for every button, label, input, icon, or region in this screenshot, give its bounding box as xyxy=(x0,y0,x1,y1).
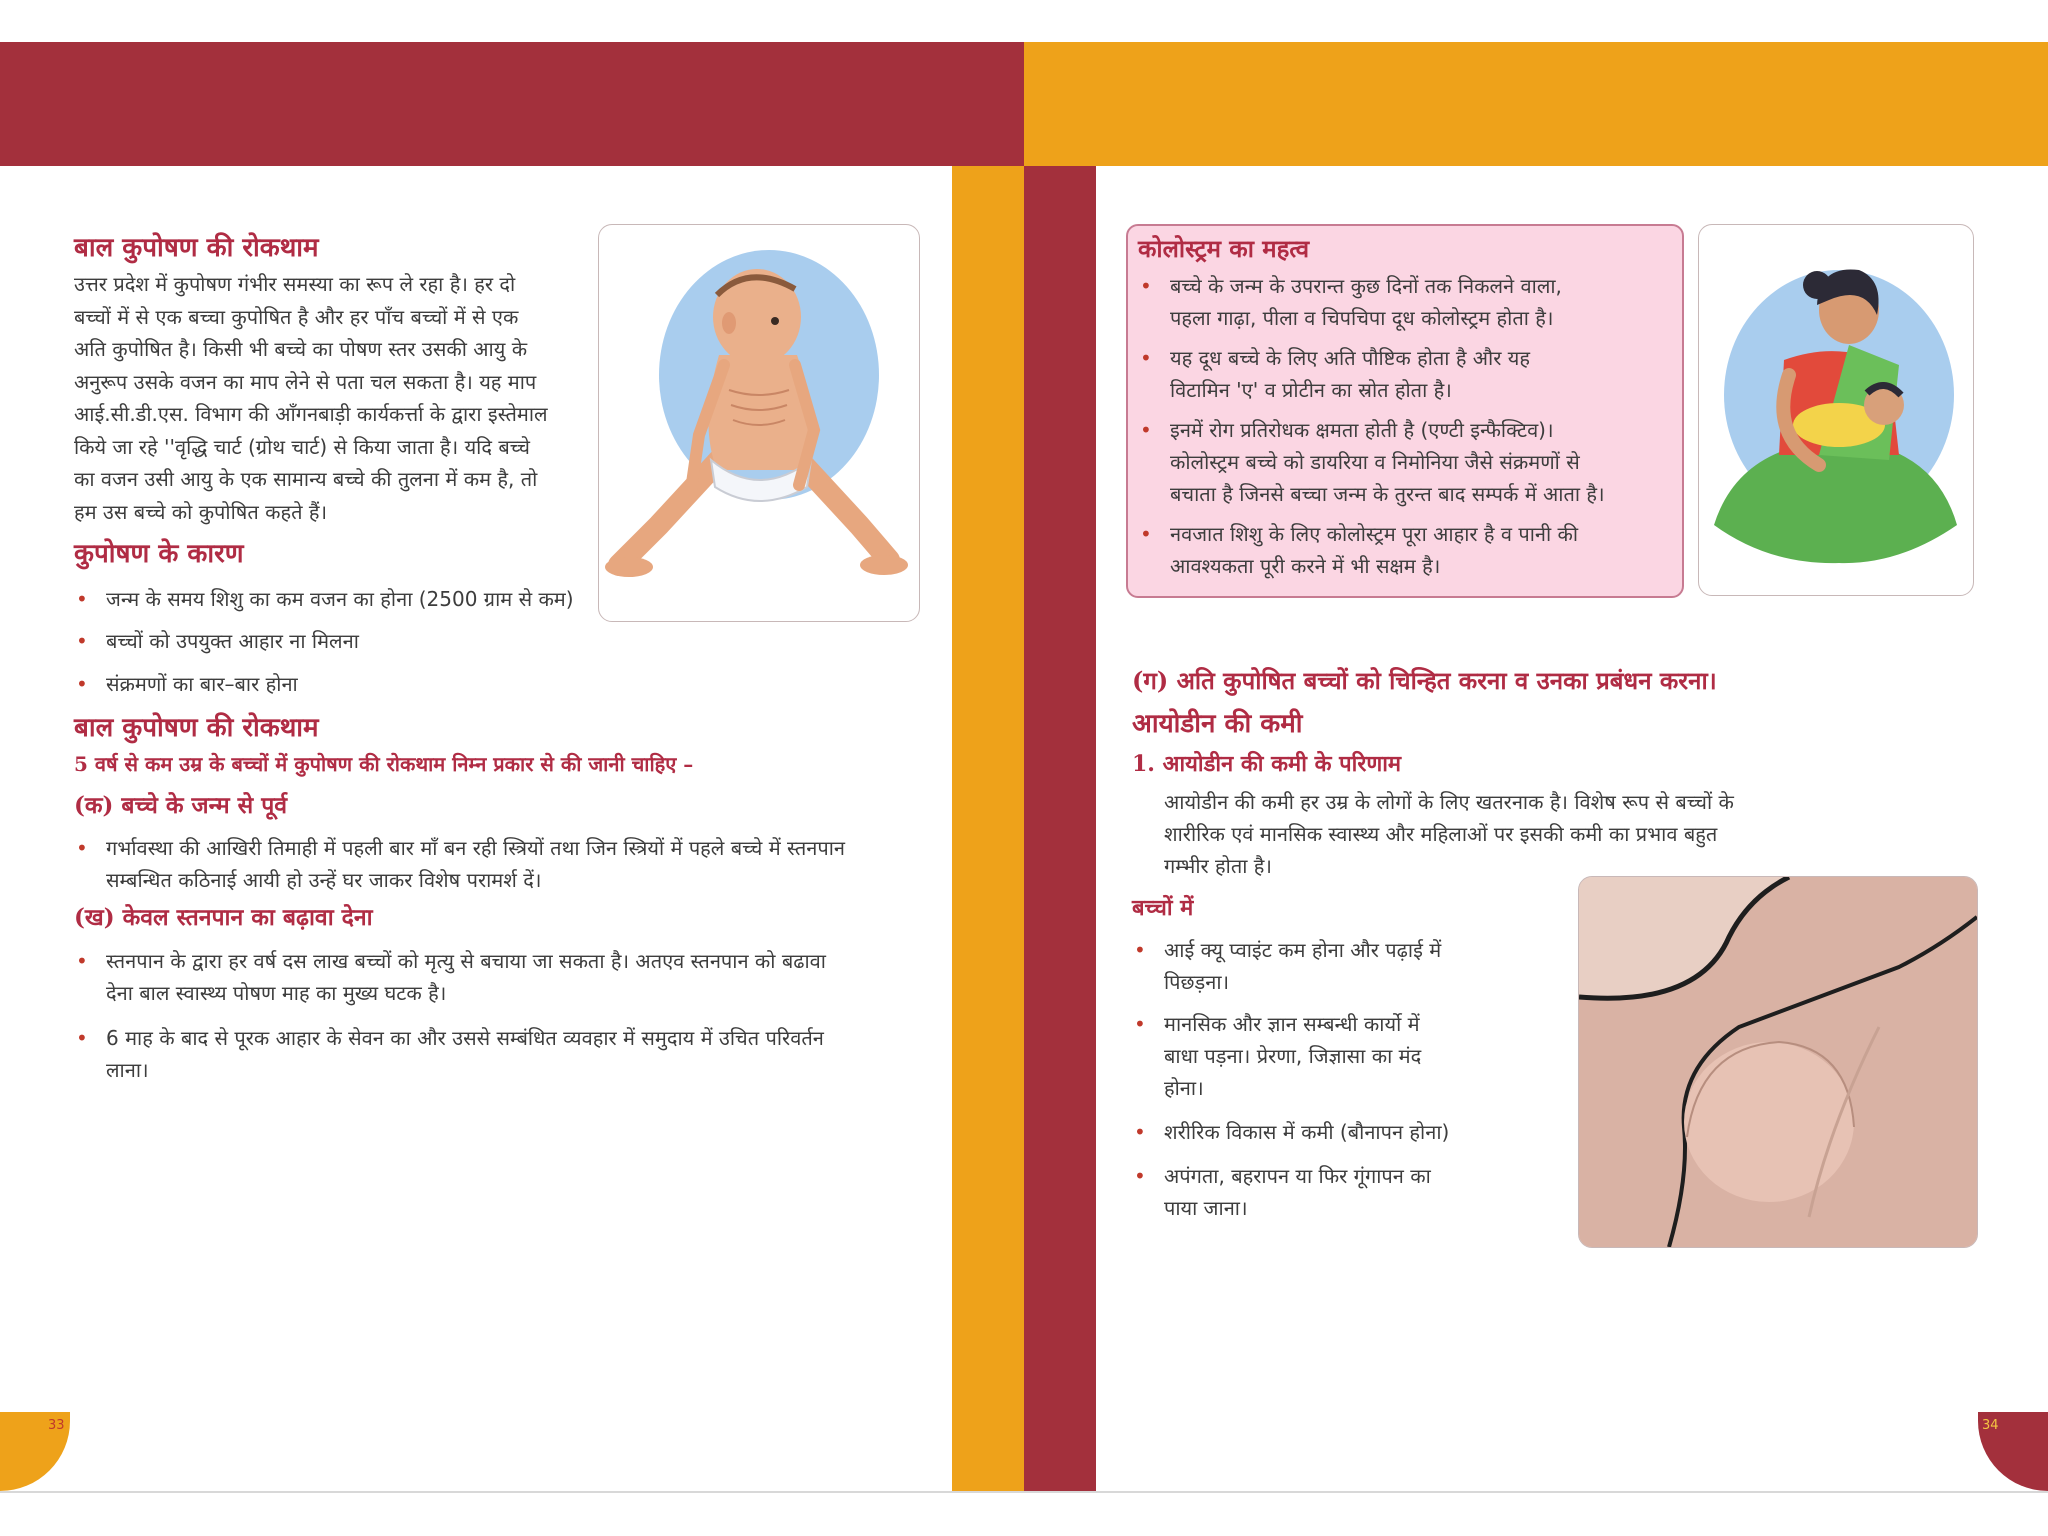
colostrum-item: • नवजात शिशु के लिए कोलोस्ट्रम पूरा आहार है व पानी की आवश्यकता पूरी करने में भी सक्षम है। xyxy=(1170,518,1670,582)
iodine-subheading: 1. आयोडीन की कमी के परिणाम xyxy=(1132,751,1402,777)
malnourished-child-illustration xyxy=(598,224,920,622)
iodine-heading: आयोडीन की कमी xyxy=(1132,709,1303,739)
neck-swelling-icon xyxy=(1579,877,1977,1247)
bullet-icon: • xyxy=(1140,274,1152,298)
prevention-heading: बाल कुपोषण की रोकथाम xyxy=(74,713,319,743)
bullet-icon: • xyxy=(1140,418,1152,442)
intro-line: आई.सी.डी.एस. विभाग की आँगनबाड़ी कार्यकर्त्ता के द्वारा इस्तेमाल xyxy=(74,402,548,426)
section-ga-heading: (ग) अति कुपोषित बच्चों को चिन्हित करना व उनका प्रबंधन करना। xyxy=(1132,666,1717,695)
bullet-icon: • xyxy=(76,672,88,696)
kha-item: • 6 माह के बाद से पूरक आहार के सेवन का और उससे सम्बंधित व्यवहार में समुदाय में उचित परिवर्तन लाना। xyxy=(106,1022,926,1086)
intro-line: किये जा रहे ''वृद्धि चार्ट (ग्रोथ चार्ट) से किया जाता है। यदि बच्चे xyxy=(74,434,530,459)
colostrum-item: • यह दूध बच्चे के लिए अति पौष्टिक होता है और यह विटामिन 'ए' व प्रोटीन का स्रोत होता है। xyxy=(1170,342,1670,406)
bullet-icon: • xyxy=(1134,1120,1146,1144)
kha-item: • स्तनपान के द्वारा हर वर्ष दस लाख बच्चों को मृत्यु से बचाया जा सकता है। अतएव स्तनपान को बढावा देना बाल स्वास्थ्य पोषण माह का मुख्य घटक है। xyxy=(106,945,926,1009)
intro-line: उत्तर प्रदेश में कुपोषण गंभीर समस्या का रूप ले रहा है। हर दो xyxy=(74,272,516,296)
intro-line: का वजन उसी आयु के एक सामान्य बच्चे की तुलना में कम है, तो xyxy=(74,467,538,491)
page-number-left: 33 xyxy=(48,1418,65,1433)
breastfeeding-illustration xyxy=(1698,224,1974,596)
cause-item: • बच्चों को उपयुक्त आहार ना मिलना xyxy=(106,625,586,657)
intro-line: अनुरूप उसके वजन का माप लेने से पता चल सकता है। यह माप xyxy=(74,369,537,394)
colostrum-item: • इनमें रोग प्रतिरोधक क्षमता होती है (एण्टी इन्फैक्टिव)। कोलोस्ट्रम बच्चे को डायरिया व निमोनिया जैसे संक्रमणों से बचाता है जिनसे बच्चा जन्म के तुरन्त बाद सम्पर्क में आता है। xyxy=(1170,414,1670,510)
ka-item: • गर्भावस्था की आखिरी तिमाही में पहली बार माँ बन रही स्त्रियों तथा जिन स्त्रियों में पहले बच्चे में स्तनपान सम्बन्धित कठिनाई आयी हो उन्हें घर जाकर विशेष परामर्श दें। xyxy=(106,832,926,896)
child-figure-icon xyxy=(599,225,919,621)
iodine-paragraph: आयोडीन की कमी हर उम्र के लोगों के लिए खतरनाक है। विशेष रूप से बच्चों के शारीरिक एवं मानसिक स्वास्थ्य और महिलाओं पर इसकी कमी का प्रभाव बहुत गम्भीर होता है। xyxy=(1164,790,1734,878)
colostrum-item: • बच्चे के जन्म के उपरान्त कुछ दिनों तक निकलने वाला, पहला गाढ़ा, पीला व चिपचिपा दूध कोलोस्ट्रम होता है। xyxy=(1170,270,1670,334)
header-band-left xyxy=(0,42,1024,166)
bullet-icon: • xyxy=(76,587,88,611)
header-band-right xyxy=(1024,42,2048,166)
bullet-icon: • xyxy=(1140,346,1152,370)
intro-line: हम उस बच्चे को कुपोषित कहते हैं। xyxy=(74,499,328,524)
bullet-icon: • xyxy=(76,629,88,653)
bullet-icon: • xyxy=(1134,1012,1146,1036)
cause-item: • जन्म के समय शिशु का कम वजन का होना (2500 ग्राम से कम) xyxy=(106,583,586,615)
intro-paragraph xyxy=(74,268,586,528)
mother-baby-icon xyxy=(1699,225,1973,595)
bullet-icon: • xyxy=(76,836,88,860)
causes-heading: कुपोषण के कारण xyxy=(74,539,244,569)
section-kha-heading: (ख) केवल स्तनपान का बढ़ावा देना xyxy=(74,904,373,931)
section-ka-heading: (क) बच्चे के जन्म से पूर्व xyxy=(74,792,288,819)
spine-stripe-orange xyxy=(952,166,1024,1491)
left-title: बाल कुपोषण की रोकथाम xyxy=(74,233,319,263)
bullet-icon: • xyxy=(76,1026,88,1050)
page-number-right: 34 xyxy=(1982,1418,1999,1433)
intro-line: अति कुपोषित है। किसी भी बच्चे का पोषण स्तर उसकी आयु के xyxy=(74,337,528,361)
bottom-rule xyxy=(0,1491,2048,1493)
colostrum-title: कोलोस्ट्रम का महत्व xyxy=(1138,234,1310,263)
children-item: • मानसिक और ज्ञान सम्बन्धी कार्यो में बाधा पड़ना। प्रेरणा, जिज्ञासा का मंद होना। xyxy=(1164,1008,1564,1104)
children-item: • शरीरिक विकास में कमी (बौनापन होना) xyxy=(1164,1116,1564,1148)
intro-line: बच्चों में से एक बच्चा कुपोषित है और हर पाँच बच्चों में से एक xyxy=(74,304,519,329)
bullet-icon: • xyxy=(1134,1164,1146,1188)
prevention-subtitle: 5 वर्ष से कम उम्र के बच्चों में कुपोषण की रोकथाम निम्न प्रकार से की जानी चाहिए – xyxy=(74,752,694,776)
bullet-icon: • xyxy=(1140,522,1152,546)
children-item: • अपंगता, बहरापन या फिर गूंगापन का पाया जाना। xyxy=(1164,1160,1564,1224)
goitre-neck-illustration xyxy=(1578,876,1978,1248)
bullet-icon: • xyxy=(76,949,88,973)
spine-stripe-red xyxy=(1024,166,1096,1491)
bullet-icon: • xyxy=(1134,938,1146,962)
cause-item: • संक्रमणों का बार–बार होना xyxy=(106,668,586,700)
children-item: • आई क्यू प्वाइंट कम होना और पढ़ाई में पिछड़ना। xyxy=(1164,934,1564,998)
children-heading: बच्चों में xyxy=(1132,895,1194,921)
